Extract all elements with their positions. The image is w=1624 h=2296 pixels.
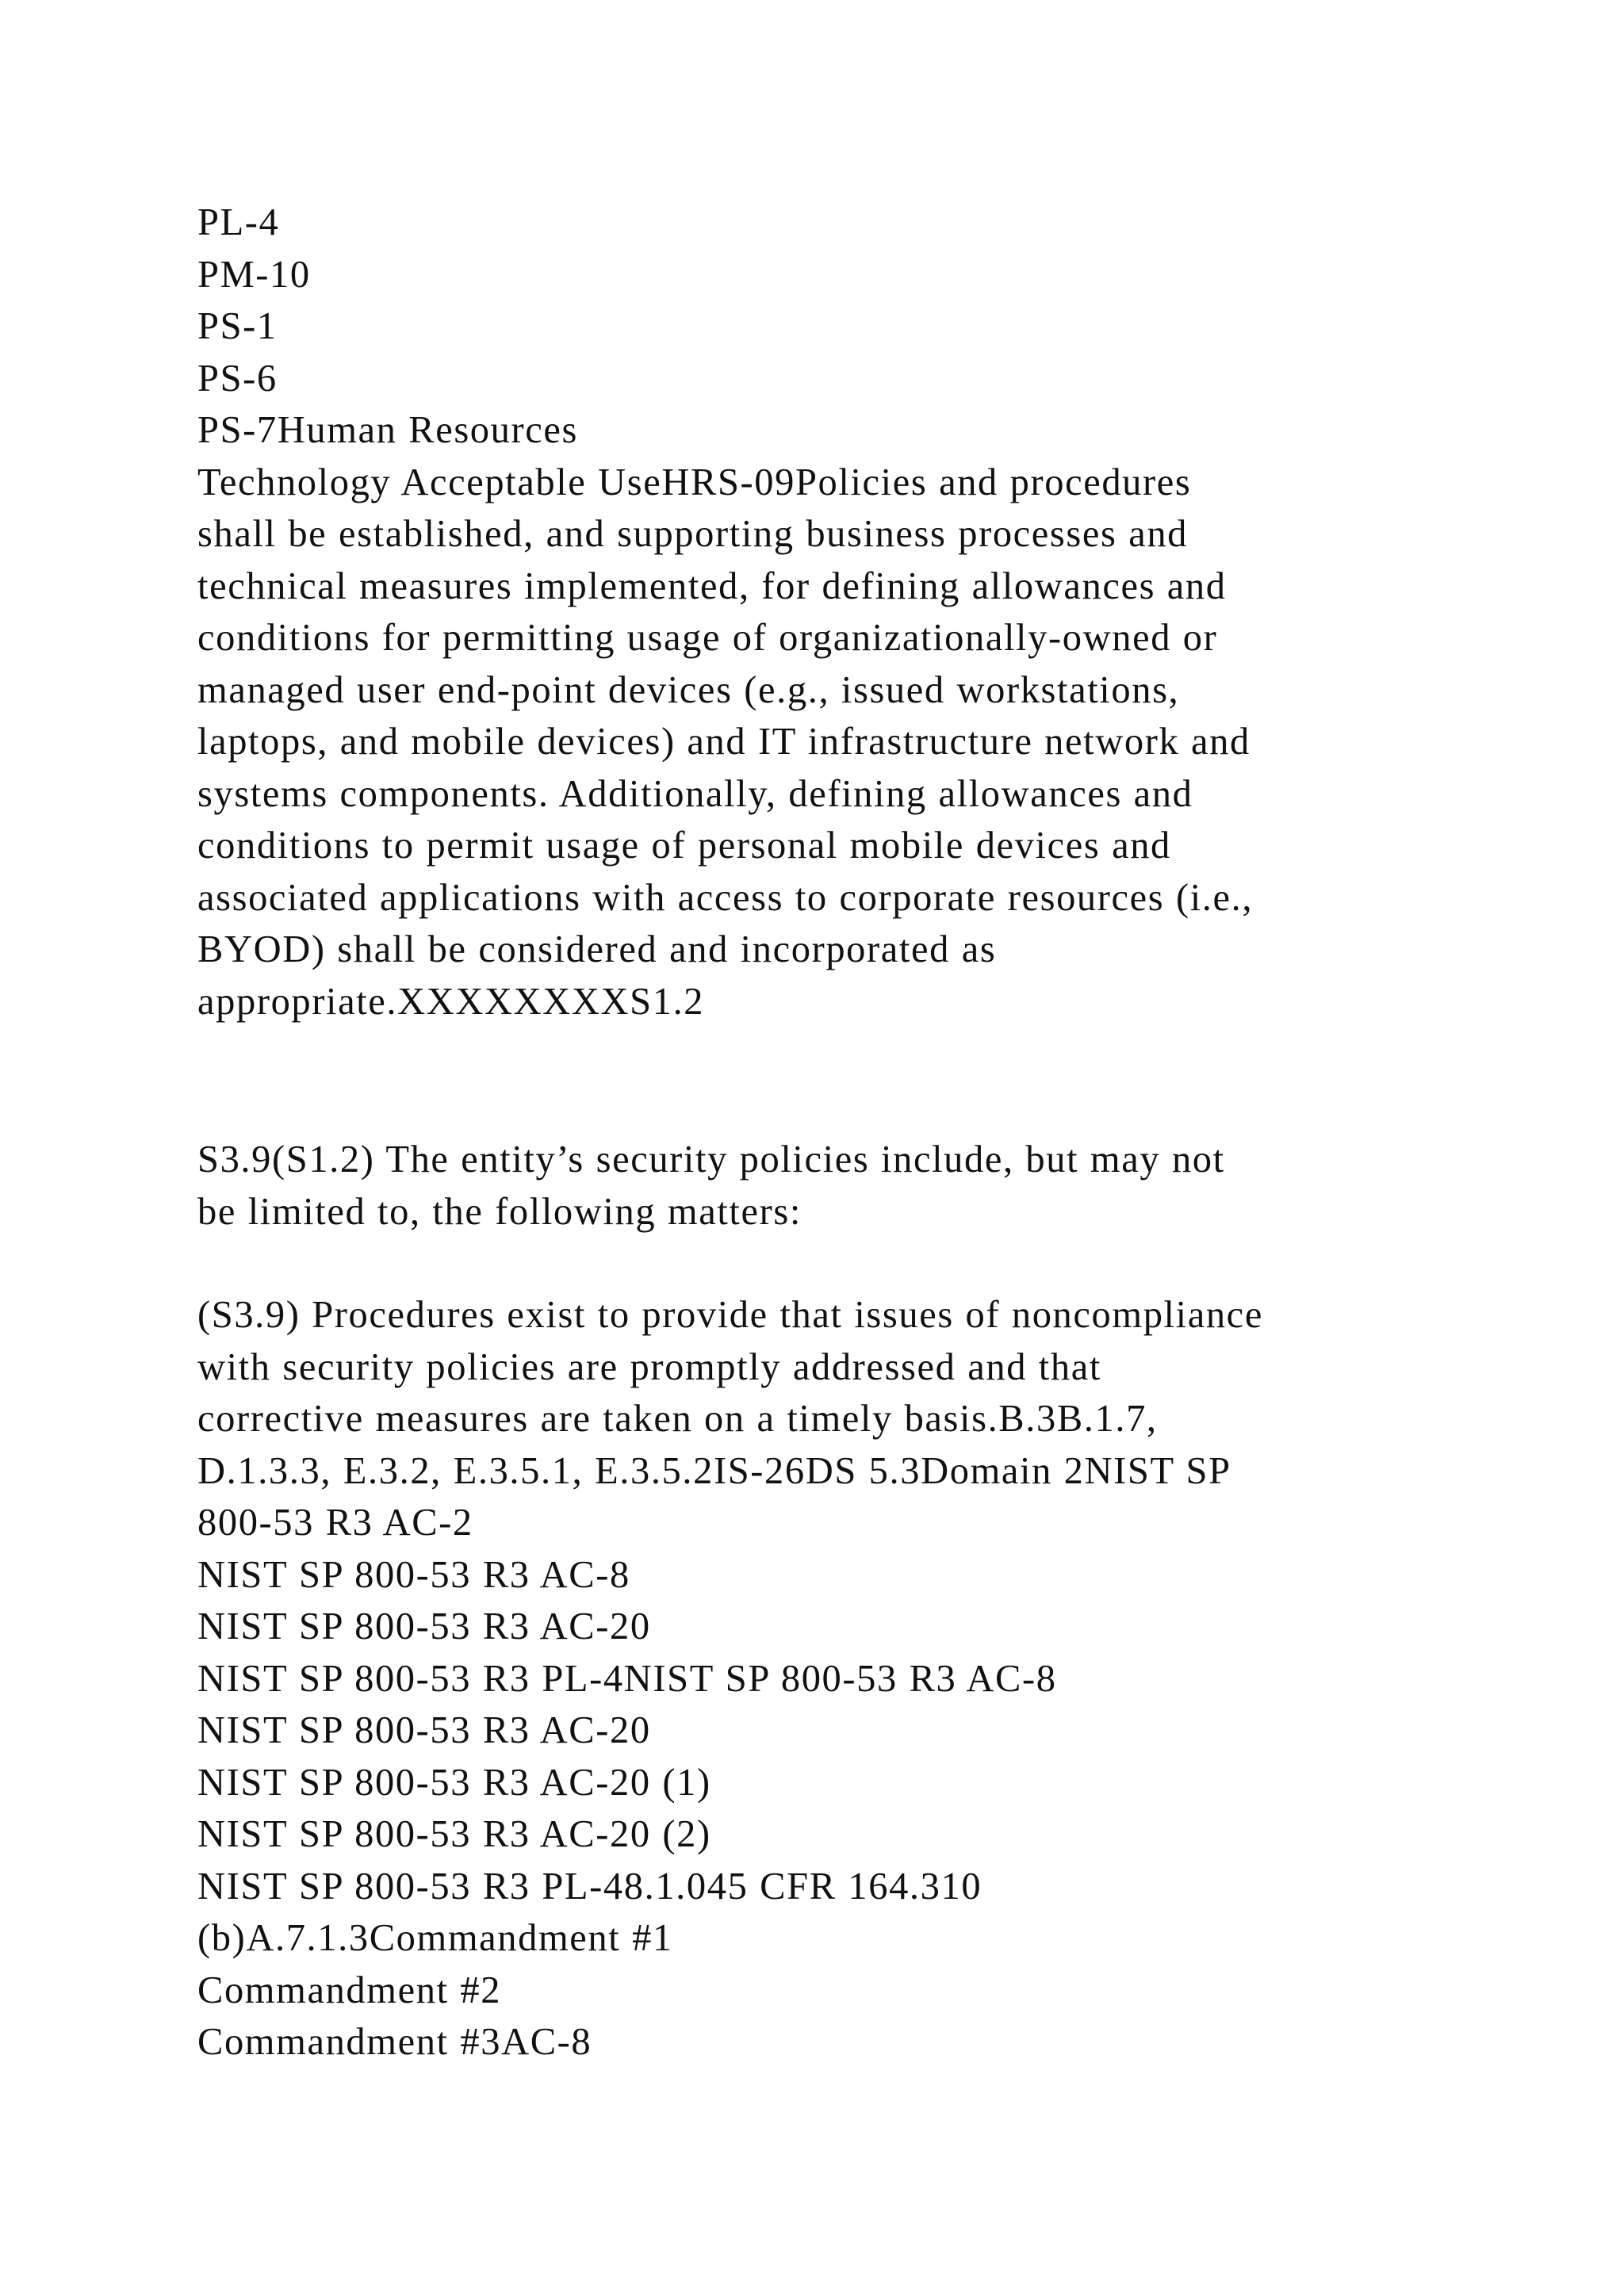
text-line: (S3.9) Procedures exist to provide that issues of noncompliance: [197, 1294, 1263, 1336]
text-line: managed user end-point devices (e.g., issued workstations,: [197, 668, 1180, 711]
text-line: with security policies are promptly addressed and that: [197, 1345, 1101, 1388]
text-line: technical measures implemented, for defining allowances and: [197, 564, 1227, 607]
text-line: systems components. Additionally, defining allowances and: [197, 772, 1193, 815]
text-line: Commandment #2: [197, 1969, 502, 2011]
paragraph-s3-9-security-policies: [197, 1134, 1482, 1238]
text-line: D.1.3.3, E.3.2, E.3.5.1, E.3.5.2IS-26DS 5.3Domain 2NIST SP: [197, 1449, 1231, 1492]
text-line: BYOD) shall be considered and incorporated as: [197, 928, 997, 970]
text-line: NIST SP 800-53 R3 AC-8: [197, 1553, 630, 1596]
text-line: NIST SP 800-53 R3 AC-20 (2): [197, 1813, 711, 1855]
text-line: 800-53 R3 AC-2: [197, 1502, 473, 1544]
text-line: S3.9(S1.2) The entity’s security policies include, but may not: [197, 1138, 1225, 1181]
text-line: NIST SP 800-53 R3 AC-20: [197, 1709, 651, 1751]
text-line: Commandment #3AC-8: [197, 2021, 592, 2063]
text-line: PM-10: [197, 253, 311, 296]
text-line: corrective measures are taken on a timely basis.B.3B.1.7,: [197, 1398, 1158, 1440]
text-line: NIST SP 800-53 R3 PL-4NIST SP 800-53 R3 AC-8: [197, 1657, 1057, 1700]
text-line: Technology Acceptable UseHRS-09Policies and procedures: [197, 461, 1192, 503]
text-line: NIST SP 800-53 R3 AC-20: [197, 1605, 651, 1647]
text-line: PL-4: [197, 201, 280, 243]
text-line: PS-1: [197, 305, 278, 347]
text-line: NIST SP 800-53 R3 PL-48.1.045 CFR 164.310: [197, 1865, 982, 1908]
text-line: conditions for permitting usage of organizationally-owned or: [197, 617, 1218, 659]
text-line: conditions to permit usage of personal mobile devices and: [197, 825, 1171, 867]
text-line: shall be established, and supporting business processes and: [197, 513, 1189, 555]
text-line: laptops, and mobile devices) and IT infrastructure network and: [197, 721, 1251, 763]
text-line: PS-6: [197, 357, 278, 400]
text-line: associated applications with access to corporate resources (i.e.,: [197, 876, 1254, 919]
text-line: be limited to, the following matters:: [197, 1190, 802, 1233]
text-line: (b)A.7.1.3Commandment #1: [197, 1917, 673, 1959]
text-line: PS-7Human Resources: [197, 409, 578, 451]
paragraph-controls-and-hrs-09: [197, 197, 1482, 1027]
paragraph-noncompliance-procedures: [197, 1289, 1482, 2068]
text-line: appropriate.XXXXXXXXS1.2: [197, 980, 705, 1023]
text-line: NIST SP 800-53 R3 AC-20 (1): [197, 1761, 711, 1804]
